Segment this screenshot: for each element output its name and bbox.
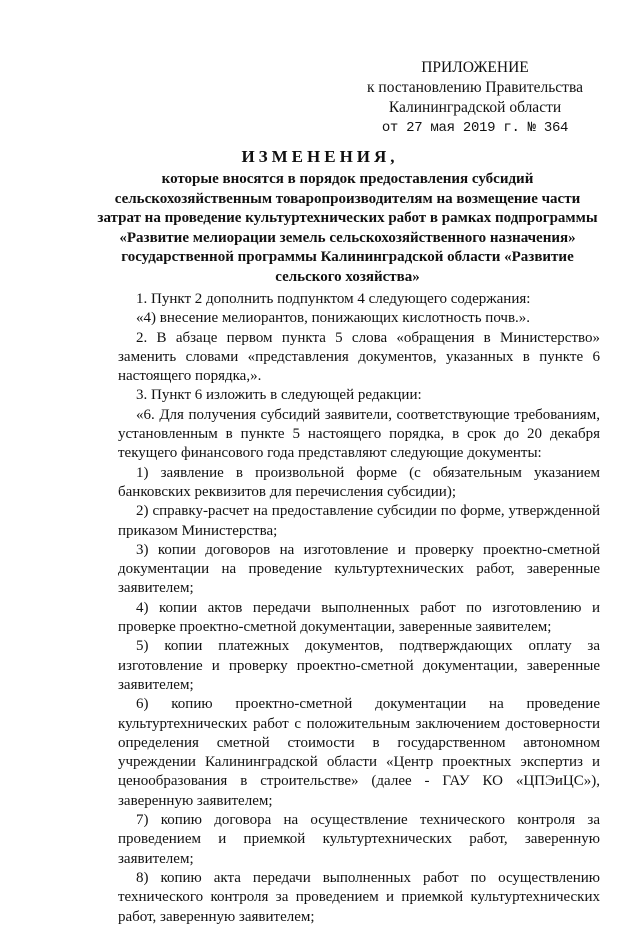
document-body	[118, 290, 600, 927]
paragraph: 8) копию акта передачи выполненных работ по осуществлению технического контроля за проведением и приемкой культуртехнических работ, заверенную заявителем;	[118, 869, 600, 925]
appendix-date-line: от 27 мая 2019 г. № 364	[381, 120, 569, 136]
paragraph: «6. Для получения субсидий заявители, соответствующие требованиям, установленным в пункте 5 настоящего порядка, в срок до 20 декабря текущего финансового года представляют следующие документы:	[118, 406, 600, 462]
paragraph: 1. Пункт 2 дополнить подпунктом 4 следующего содержания:	[136, 291, 531, 307]
appendix-line-1: к постановлению Правительства	[367, 79, 583, 96]
paragraph: 1) заявление в произвольной форме (с обязательным указанием банковских реквизитов для перечисления субсидии);	[118, 464, 600, 500]
paragraph: 3. Пункт 6 изложить в следующей редакции:	[136, 387, 422, 404]
paragraph: 3) копии договоров на изготовление и проверку проектно-сметной документации на проведение культуртехнических работ, заверенные заявителем;	[118, 541, 600, 597]
paragraph: 2. В абзаце первом пункта 5 слова «обращения в Министерство» заменить словами «представления документов, указанных в пункте 6 настоящего порядка,».	[118, 329, 600, 385]
appendix-title: ПРИЛОЖЕНИЕ	[421, 59, 529, 76]
paragraph: 4) копии актов передачи выполненных работ по изготовлению и проверке проектно-сметной документации, заверенные заявителем;	[118, 599, 600, 636]
paragraph: 6) копию проектно-сметной документации на проведение культуртехнических работ с положительным заключением достоверности определения сметной стоимости в государственном автономном учреждении Калининградской области «Центр проектных экспертиз и ценообразования в строительстве» (далее - ГАУ КО «ЦПЭиЦС»), заверенную заявителем;	[118, 696, 600, 809]
paragraph: 7) копию договора на осуществление технического контроля за проведением и приемкой культуртехнических работ, заверенную заявителем;	[118, 812, 600, 867]
document-subtitle: которые вносятся в порядок предоставления субсидий сельскохозяйственным товаропроизводителям на возмещение части затрат на проведение культуртехнических работ в рамках подпрограммы «Развитие мелиорации земель сельскохозяйственного назначения» государственной программы Калининградской области «Развитие сельского хозяйства»	[97, 171, 598, 285]
document-title: ИЗМЕНЕНИЯ,	[241, 147, 399, 166]
appendix-line-2: Калининградской области	[388, 99, 562, 116]
paragraph: 2) справку-расчет на предоставление субсидии по форме, утвержденной приказом Министерства;	[118, 503, 600, 539]
appendix-block	[350, 58, 600, 138]
paragraph: «4) внесение мелиорантов, понижающих кислотность почв.».	[136, 310, 531, 327]
paragraph: 5) копии платежных документов, подтверждающих оплату за изготовление и проверку проектно-сметной документации, заверенные заявителем;	[118, 638, 600, 693]
